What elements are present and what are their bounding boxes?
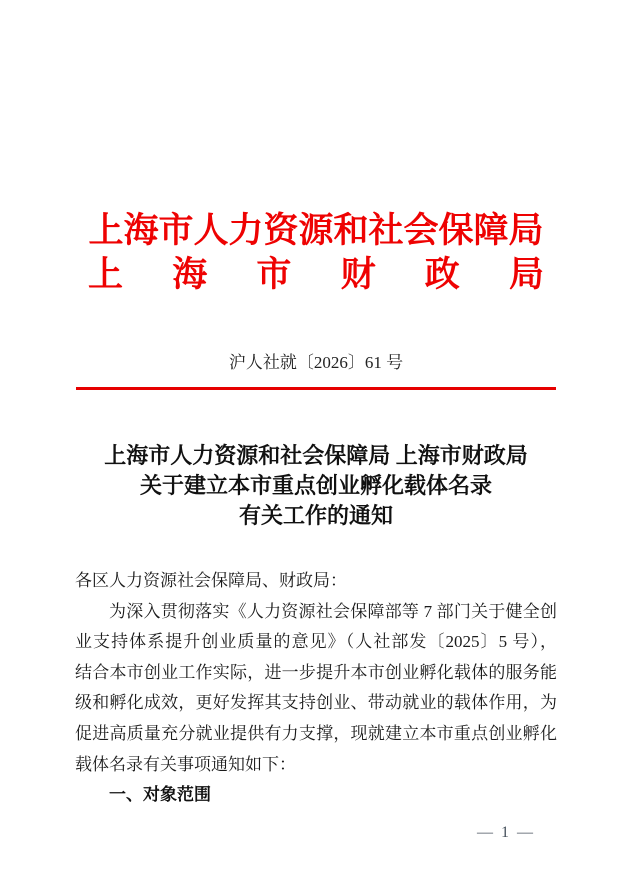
document-title-line2: 关于建立本市重点创业孵化载体名录 xyxy=(139,473,492,498)
paragraph-line: 载体名录有关事项通知如下： xyxy=(75,754,296,774)
red-divider-line xyxy=(76,387,556,390)
issuing-agency-line2: 上海市财政局 xyxy=(88,255,544,294)
paragraph-line: 级和孵化成效，更好发挥其支持创业、带动就业的载体作用，为 xyxy=(75,693,557,713)
letterhead xyxy=(0,208,632,296)
paragraph-line: 结合本市创业工作实际，进一步提升本市创业孵化载体的服务能 xyxy=(75,662,557,682)
issuing-agency-line1: 上海市人力资源和社会保障局 xyxy=(88,211,544,250)
paragraph-line: 业支持体系提升创业质量的意见》（人社部发〔2025〕5 号）， xyxy=(75,632,557,652)
paragraph-line: 为深入贯彻落实《人力资源社会保障部等 7 部门关于健全创 xyxy=(109,601,557,621)
letterhead-inner xyxy=(88,208,544,296)
document-body xyxy=(75,566,557,811)
document-title-line1: 上海市人力资源和社会保障局 上海市财政局 xyxy=(104,443,528,468)
section-heading-scope: 一、对象范围 xyxy=(109,785,211,805)
paragraph-line: 促进高质量充分就业提供有力支撑，现就建立本市重点创业孵化 xyxy=(75,723,557,743)
page-number: — 1 — xyxy=(477,824,535,841)
document-title-line3: 有关工作的通知 xyxy=(238,503,393,528)
document-number: 沪人社就〔2026〕61 号 xyxy=(228,353,404,372)
document-title xyxy=(0,441,632,531)
salutation: 各区人力资源社会保障局、财政局： xyxy=(75,571,347,590)
